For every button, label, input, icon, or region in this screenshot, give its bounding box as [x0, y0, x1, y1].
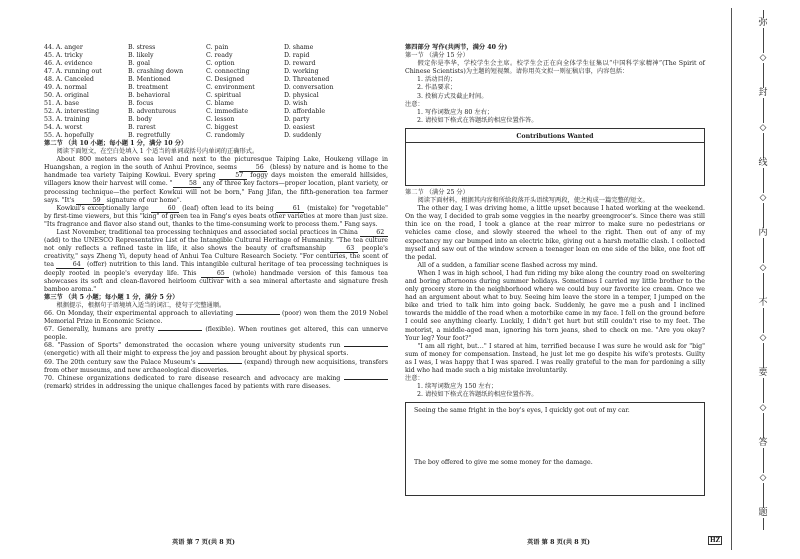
diamond-mark-icon: ◇ [755, 263, 771, 273]
p3c: people's creativity," says Zheng Yi, deputy head of Anhui Tea Culture Research Society. "For centuries, the scent of tea [44, 245, 388, 269]
option-cell: D. conversation [284, 84, 334, 91]
p1e: signature of our home". [106, 196, 182, 204]
option-cell: B. stress [128, 44, 156, 51]
option-cell: B. treatment [128, 84, 169, 91]
seal-char: 内 [755, 228, 771, 238]
section3-heading: 第三节 （共 5 小题；每小题 1 分，满分 5 分） [44, 293, 179, 301]
option-cell: 48. A. Canceled [44, 76, 94, 83]
question-70 [44, 375, 388, 391]
footer-page-7: 英语 第 7 页(共 8 页) [172, 539, 235, 546]
option-cell: B. adventurous [128, 108, 177, 115]
option-cell: 49. A. normal [44, 84, 87, 91]
p1d: any of three key factors—proper location, plant variety, or processing technique—the perfect Kowkui will not be born," Fang Jifan, the fifth-generation tea farmer says. "It's [44, 180, 388, 204]
writing-section1-item-1: 1. 活动目的； [417, 76, 457, 84]
option-cell: 50. A. original [44, 92, 89, 99]
writing-section2-note-2: 2. 请按如下格式在答题纸的相应位置作答。 [417, 391, 538, 399]
seal-char: 弥 [755, 18, 771, 28]
writing-section2-heading: 第二节 （满分 25 分） [405, 188, 469, 196]
option-cell: D. reward [284, 60, 316, 67]
blank-65[interactable]: 65 [201, 270, 229, 278]
story-paragraph-1: The other day, I was driving home, a little upset because I hated working at the weekend. On the way, I decided to grab some veggies in the nearby greengrocer's. Since there was still thin ice on the road, I took a glance at the rear mirror to make sure no pedestrians or vehicles came close, and slowly steered the wheel to the right. Then out of any of my expectancy my car bumped into an electric bike, giving out a harsh metallic clash. I collected myself and saw out of the window screen a teenager lean on one side of the bike, one foot off the pedal. [405, 205, 705, 261]
writing-section1-item-2: 2. 作品要求； [417, 84, 457, 92]
option-cell: D. wish [284, 100, 308, 107]
blank-68[interactable] [344, 346, 388, 347]
option-row [44, 68, 388, 76]
blank-67[interactable] [158, 330, 202, 331]
option-cell: D. Threatened [284, 76, 330, 83]
blank-60[interactable]: 60 [151, 205, 179, 213]
seal-char: 要 [755, 368, 771, 378]
seal-char: 题 [755, 508, 771, 518]
diamond-mark-icon: ◇ [755, 403, 771, 413]
option-cell: 44. A. anger [44, 44, 83, 51]
option-cell: C. environment [206, 84, 255, 91]
p3a: Last November, traditional tea processing techniques and associated social practices in China [56, 229, 358, 237]
story-paragraph-3: When I was in high school, I had fun riding my bike along the country road on sweltering and boring afternoons during summer holidays. Sometimes I carried my little brother to the only grocery store in the neighborhood where we could buy our favorite ice cream. Once we had an argument about what to buy. Seeing him leave the store in a temper, I jumped on the bike and tried to talk him into going back. Suddenly, he gave me a push and I inclined towards the middle of the road when a motorbike came in my face. I fell on the ground before I could see anything clearly. Luckily, I didn't get hurt but still couldn't rise to my feet. The motorist, a middle-aged man, ignoring his torn jeans, shed to check on me. "Are you okay? Your leg? Your foot?" [405, 269, 705, 342]
p2a: Kowkui's exceptionally large [56, 204, 149, 212]
q69b: (expand) through new acquisitions, transfers from other museums, and new archaeological discoveries. [44, 358, 388, 374]
writing-section1-item-3: 3. 投稿方式及截止时间。 [417, 92, 488, 100]
passage-paragraph-1 [44, 156, 388, 205]
option-cell: D. shame [284, 44, 314, 51]
blank-63[interactable]: 63 [330, 245, 358, 253]
option-cell: B. goal [128, 60, 151, 67]
option-cell: C. ready [206, 52, 233, 59]
option-row [44, 84, 388, 92]
option-row [44, 124, 388, 132]
contributions-wanted-title: Contributions Wanted [516, 132, 594, 140]
diamond-mark-icon: ◇ [755, 53, 771, 63]
option-cell: D. party [284, 116, 310, 123]
blank-61[interactable]: 61 [276, 205, 304, 213]
footer-page-8: 英语 第 8 页(共 8 页) [527, 539, 590, 546]
blank-57[interactable]: 57 [219, 172, 247, 180]
diamond-mark-icon: ◇ [755, 333, 771, 343]
diamond-mark-icon: ◇ [755, 123, 771, 133]
option-row [44, 116, 388, 124]
q70b: (remark) strides in addressing the unique challenges faced by patients with rare diseases. [44, 382, 331, 390]
seal-char: 线 [755, 158, 771, 168]
answer-box-contributions[interactable] [405, 128, 705, 186]
option-cell: 45. A. tricky [44, 52, 83, 59]
q67a: 67. Generally, humans are pretty [44, 326, 155, 334]
option-cell: C. lesson [206, 116, 235, 123]
answer-box-continuation[interactable] [405, 402, 705, 496]
blank-62[interactable]: 62 [360, 229, 388, 237]
note-label-1: 注意： [405, 100, 424, 108]
blank-59[interactable]: 59 [76, 197, 104, 205]
option-cell: B. rarest [128, 124, 156, 131]
option-cell: D. suddenly [284, 132, 322, 139]
option-cell: C. blame [206, 100, 234, 107]
story-paragraph-2: All of a sudden, a familiar scene flashed across my mind. [417, 261, 598, 269]
section3-instruction: 根据提示，根据句子语境填入适当的词汇，使句子完整通顺。 [56, 301, 226, 309]
option-cell: B. regretfully [128, 132, 171, 139]
p3d: (offer) nutrition to this land. This intangible cultural heritage of tea processing techniques is deeply rooted in people's everyday life. This [44, 261, 388, 277]
seal-char: 不 [755, 298, 771, 308]
diamond-mark-icon: ◇ [755, 473, 771, 483]
blank-56[interactable]: 56 [239, 164, 267, 172]
right-column [405, 44, 705, 496]
binding-border-line [731, 8, 732, 550]
option-cell: C. Designed [206, 76, 245, 83]
blank-70[interactable] [344, 379, 388, 380]
option-cell: 47. A. running out [44, 68, 102, 75]
passage-paragraph-3 [44, 229, 388, 294]
p1b: (bless) by nature and is home to the handmade tea variety Taiping Kowkui. Every spring [44, 164, 388, 180]
box-divider [406, 142, 704, 143]
writing-section1-prompt: 假定你是李华，学校学生会主席。校学生会正在向全体学生征集以“中国科学家精神”(The Spirit of Chinese Scientists)为主题的短视频。请你用英文拟一则征稿启事，内容包括： [405, 60, 705, 76]
option-cell: B. body [128, 116, 152, 123]
option-cell: 53. A. training [44, 116, 90, 123]
option-cell: C. spiritual [206, 92, 241, 99]
option-cell: D. working [284, 68, 319, 75]
p3b: (add) to the UNESCO Representative List of the Intangible Cultural Heritage of Humanity. "The tea culture not only reflects a refined taste in life, it also shows the beauty of craftsmanship [44, 237, 388, 253]
option-row [44, 60, 388, 68]
option-cell: 51. A. base [44, 100, 80, 107]
p2c: (mistake) for "vegetable" by first-time viewers, but this "king" of green tea in Fang's eyes beats other varieties at more than just size. "Its fragrance and flavor also stand out, thanks to the time-consuming work to process them." Fang says. [44, 204, 388, 228]
q69a: 69. The 20th century saw the Palace Museum's [44, 358, 196, 366]
q67b: (flexible). When routines get altered, this can unnerve people. [44, 326, 388, 342]
writing-section2-prompt: 阅读下面材料，根据其内容和所给段落开头语续写两段，使之构成一篇完整的短文。 [417, 197, 649, 205]
section2-heading: 第二节 （共 10 小题；每小题 1 分，满分 10 分） [44, 140, 188, 147]
option-cell: 55. A. hopefully [44, 132, 94, 139]
option-cell: B. focus [128, 100, 154, 107]
blank-58[interactable]: 58 [173, 180, 201, 188]
question-67 [44, 326, 388, 342]
p1c: foggy days moisten the emerald hillsides, villagers know their harvest will come. " [44, 172, 388, 188]
p2b: (leaf) often lead to its being [182, 204, 274, 212]
option-cell: 46. A. evidence [44, 60, 93, 67]
options-table [44, 44, 388, 140]
part4-heading: 第四部分 写作(共两节，满分 40 分) [405, 44, 508, 51]
option-cell: C. connecting [206, 68, 250, 75]
option-cell: C. biggest [206, 124, 238, 131]
diamond-mark-icon: ◇ [755, 193, 771, 203]
q66b: (poor) won them the 2019 Nobel Memorial Prize in Economic Science. [44, 309, 388, 326]
story-paragraph-4: "I am all right, but…" I stared at him, terrified because I was sure he would ask for "big" sum of money for compensation. Instead, he just let me go despite his wife's protests. Guilty as I was, I was happy that I was spared. I was really grateful to the man for pardoning a silly kid who had made such a big mistake involuntarily. [405, 342, 705, 374]
blank-66[interactable] [236, 314, 280, 315]
option-cell: B. Mentioned [128, 76, 171, 83]
seal-char: 封 [755, 88, 771, 98]
paragraph-starter-2: The boy offered to give me some money for the damage. [414, 459, 593, 467]
option-cell: C. randomly [206, 132, 245, 139]
option-row [44, 44, 388, 52]
option-row [44, 100, 388, 108]
q68b: (energetic) with all their might to express the joy and passion brought about by physical sports. [44, 350, 349, 358]
option-row [44, 76, 388, 84]
option-cell: 54. A. worst [44, 124, 83, 131]
passage-paragraph-2 [44, 205, 388, 229]
option-row [44, 132, 388, 140]
note-label-2: 注意： [405, 375, 424, 383]
option-cell: C. immediate [206, 108, 249, 115]
left-column [44, 44, 388, 391]
blank-64[interactable]: 64 [56, 261, 84, 269]
option-cell: C. pain [206, 44, 229, 51]
q68a: 68. "Passion of Sports" demonstrated the occasion where young university students run [44, 342, 341, 350]
option-cell: B. likely [128, 52, 154, 59]
blank-69[interactable] [198, 363, 242, 364]
q70a: 70. Chinese organizations dedicated to rare disease research and advocacy are making [44, 374, 341, 382]
question-68 [44, 342, 388, 358]
option-cell: B. behavioral [128, 92, 171, 99]
option-row [44, 52, 388, 60]
paper-code-badge: HZ [710, 537, 721, 544]
seal-char: 答 [755, 438, 771, 448]
option-cell: D. rapid [284, 52, 310, 59]
writing-section2-note-1: 1. 续写词数应为 150 左右； [417, 383, 498, 391]
option-cell: 52. A. interesting [44, 108, 100, 115]
paragraph-starter-1: Seeing the same fright in the boy's eyes, I quickly got out of my car. [414, 407, 630, 415]
option-cell: B. crashing down [128, 68, 184, 75]
option-row [44, 92, 388, 100]
writing-section1-note-1: 1. 写作词数应为 80 左右； [417, 108, 494, 116]
option-cell: D. physical [284, 92, 319, 99]
section2-instruction: 阅读下面短文，在空白处填入 1 个适当的单词或括号内单词的正确形式。 [56, 148, 259, 156]
p3e: (whole) handmade version of this famous tea showcases its soft and clean-flavored heirloom cultivar with a sea mineral aftertaste and signature fresh bamboo aroma." [44, 269, 388, 293]
writing-section1-note-2: 2. 请按如下格式在答题纸的相应位置作答。 [417, 116, 538, 124]
option-row [44, 108, 388, 116]
q66a: 66. On Monday, their experimental approach to alleviating [44, 309, 234, 317]
p1a: About 800 meters above sea level and next to the picturesque Taiping Lake, Houkeng village in Huangshan, a region in the south of Anhui Province, seems [44, 156, 388, 172]
option-cell: D. easiest [284, 124, 315, 131]
option-cell: D. affordable [284, 108, 326, 115]
question-66 [44, 310, 388, 326]
question-69 [44, 359, 388, 375]
option-cell: C. option [206, 60, 235, 67]
writing-section1-heading: 第一节 （满分 15 分） [405, 52, 469, 60]
